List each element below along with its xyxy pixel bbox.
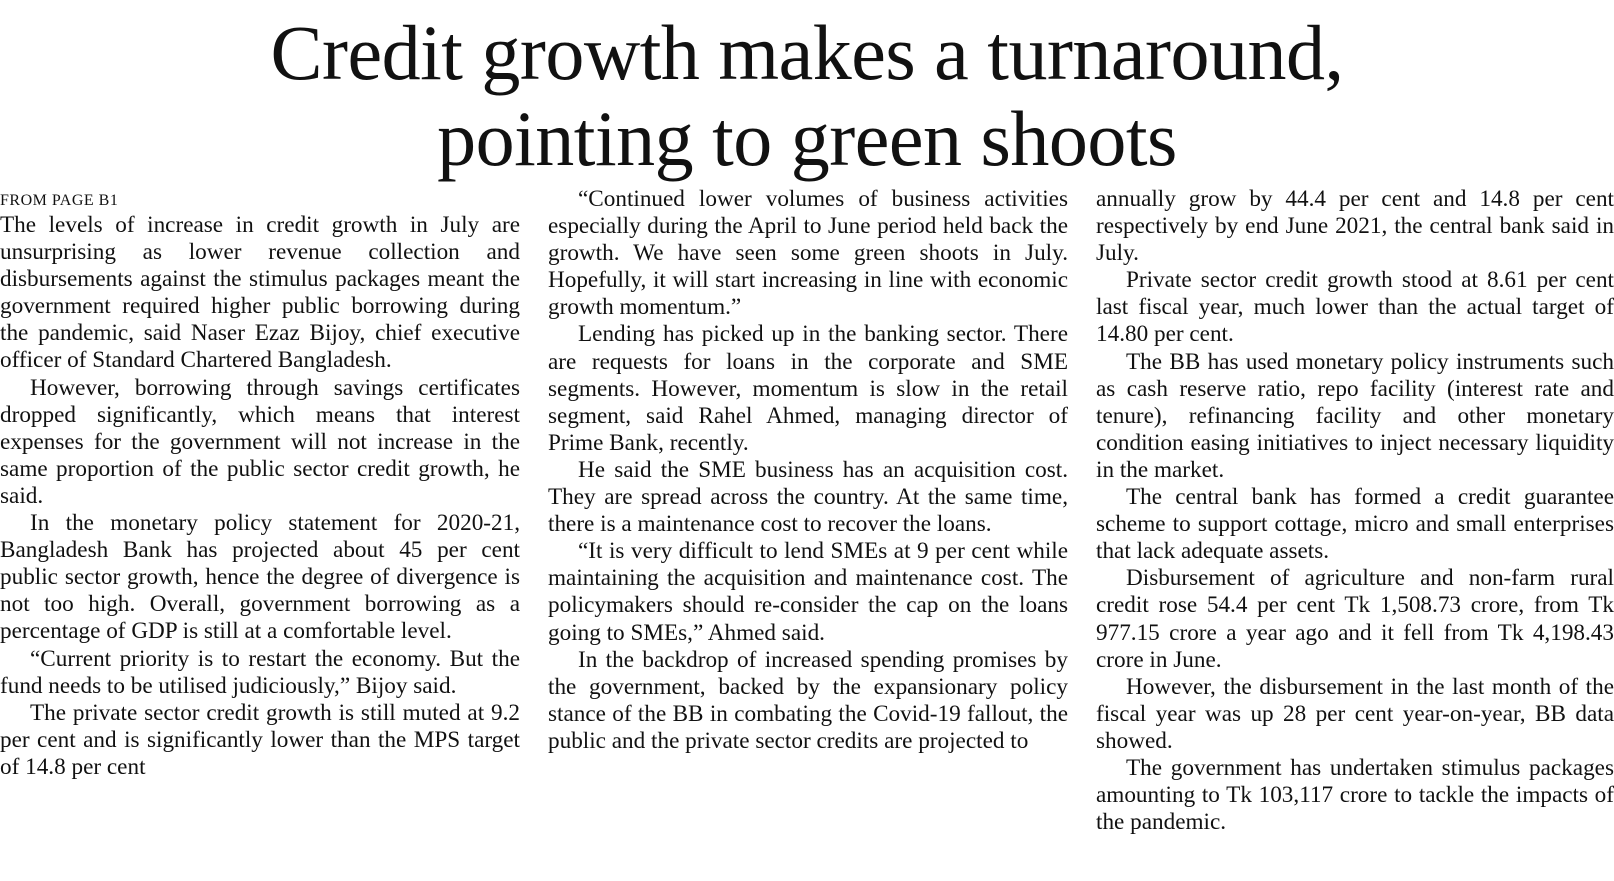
paragraph: Private sector credit growth stood at 8.61 per cent last fiscal year, much lower than the actual target of 14.80 per cent.: [1096, 267, 1614, 348]
column-2: [548, 186, 1068, 755]
paragraph: The private sector credit growth is still muted at 9.2 per cent and is significantly lower than the MPS target of 14.8 per cent: [0, 699, 520, 780]
paragraph: Lending has picked up in the banking sector. There are requests for loans in the corporate and SME segments. However, momentum is slow in the retail segment, said Rahel Ahmed, managing director of Prime Bank, recently.: [548, 321, 1068, 456]
paragraph: The levels of increase in credit growth in July are unsurprising as lower revenue collection and disbursements against the stimulus packages meant the government required higher public borrowing during the pandemic, said Naser Ezaz Bijoy, chief executive officer of Standard Chartered Bangladesh.: [0, 212, 520, 374]
kicker-from-page: FROM PAGE B1: [0, 192, 119, 209]
paragraph: “It is very difficult to lend SMEs at 9 per cent while maintaining the acquisition and maintenance cost. The policymakers should re-consider the cap on the loans going to SMEs,” Ahmed said.: [548, 538, 1068, 646]
headline-line-2: pointing to green shoots: [437, 95, 1177, 182]
paragraph: In the backdrop of increased spending promises by the government, backed by the expansionary policy stance of the BB in combating the Covid-19 fallout, the public and the private sector credits are projected to: [548, 646, 1068, 754]
headline-line-1: Credit growth makes a turnaround,: [270, 9, 1344, 96]
paragraph: The government has undertaken stimulus packages amounting to Tk 103,117 crore to tackle the impacts of the pandemic.: [1096, 754, 1614, 836]
headline: [0, 10, 1614, 182]
column-1: [0, 186, 520, 781]
paragraph: However, borrowing through savings certificates dropped significantly, which means that interest expenses for the government will not increase in the same proportion of the public sector credit growth, he said.: [0, 374, 520, 509]
paragraph: He said the SME business has an acquisition cost. They are spread across the country. At the same time, there is a maintenance cost to recover the loans.: [548, 456, 1068, 538]
paragraph: “Continued lower volumes of business activities especially during the April to June period held back the growth. We have seen some green shoots in July. Hopefully, it will start increasing in line with economic growth momentum.”: [548, 186, 1068, 321]
paragraph: The BB has used monetary policy instruments such as cash reserve ratio, repo facility (interest rate and tenure), refinancing facility and other monetary condition easing initiatives to inject necessary liquidity in the market.: [1096, 348, 1614, 483]
paragraph: Disbursement of agriculture and non-farm rural credit rose 54.4 per cent Tk 1,508.73 crore, from Tk 977.15 crore a year ago and it fell from Tk 4,198.43 crore in June.: [1096, 565, 1614, 673]
paragraph: annually grow by 44.4 per cent and 14.8 per cent respectively by end June 2021, the central bank said in July.: [1096, 186, 1614, 267]
paragraph: In the monetary policy statement for 2020-21, Bangladesh Bank has projected about 45 per cent public sector growth, hence the degree of divergence is not too high. Overall, government borrowing as a percentage of GDP is still at a comfortable level.: [0, 510, 520, 645]
column-3: [1096, 186, 1614, 836]
paragraph: However, the disbursement in the last month of the fiscal year was up 28 per cent year-on-year, BB data showed.: [1096, 673, 1614, 754]
paragraph: The central bank has formed a credit guarantee scheme to support cottage, micro and small enterprises that lack adequate assets.: [1096, 484, 1614, 565]
paragraph: “Current priority is to restart the economy. But the fund needs to be utilised judiciously,” Bijoy said.: [0, 645, 520, 699]
